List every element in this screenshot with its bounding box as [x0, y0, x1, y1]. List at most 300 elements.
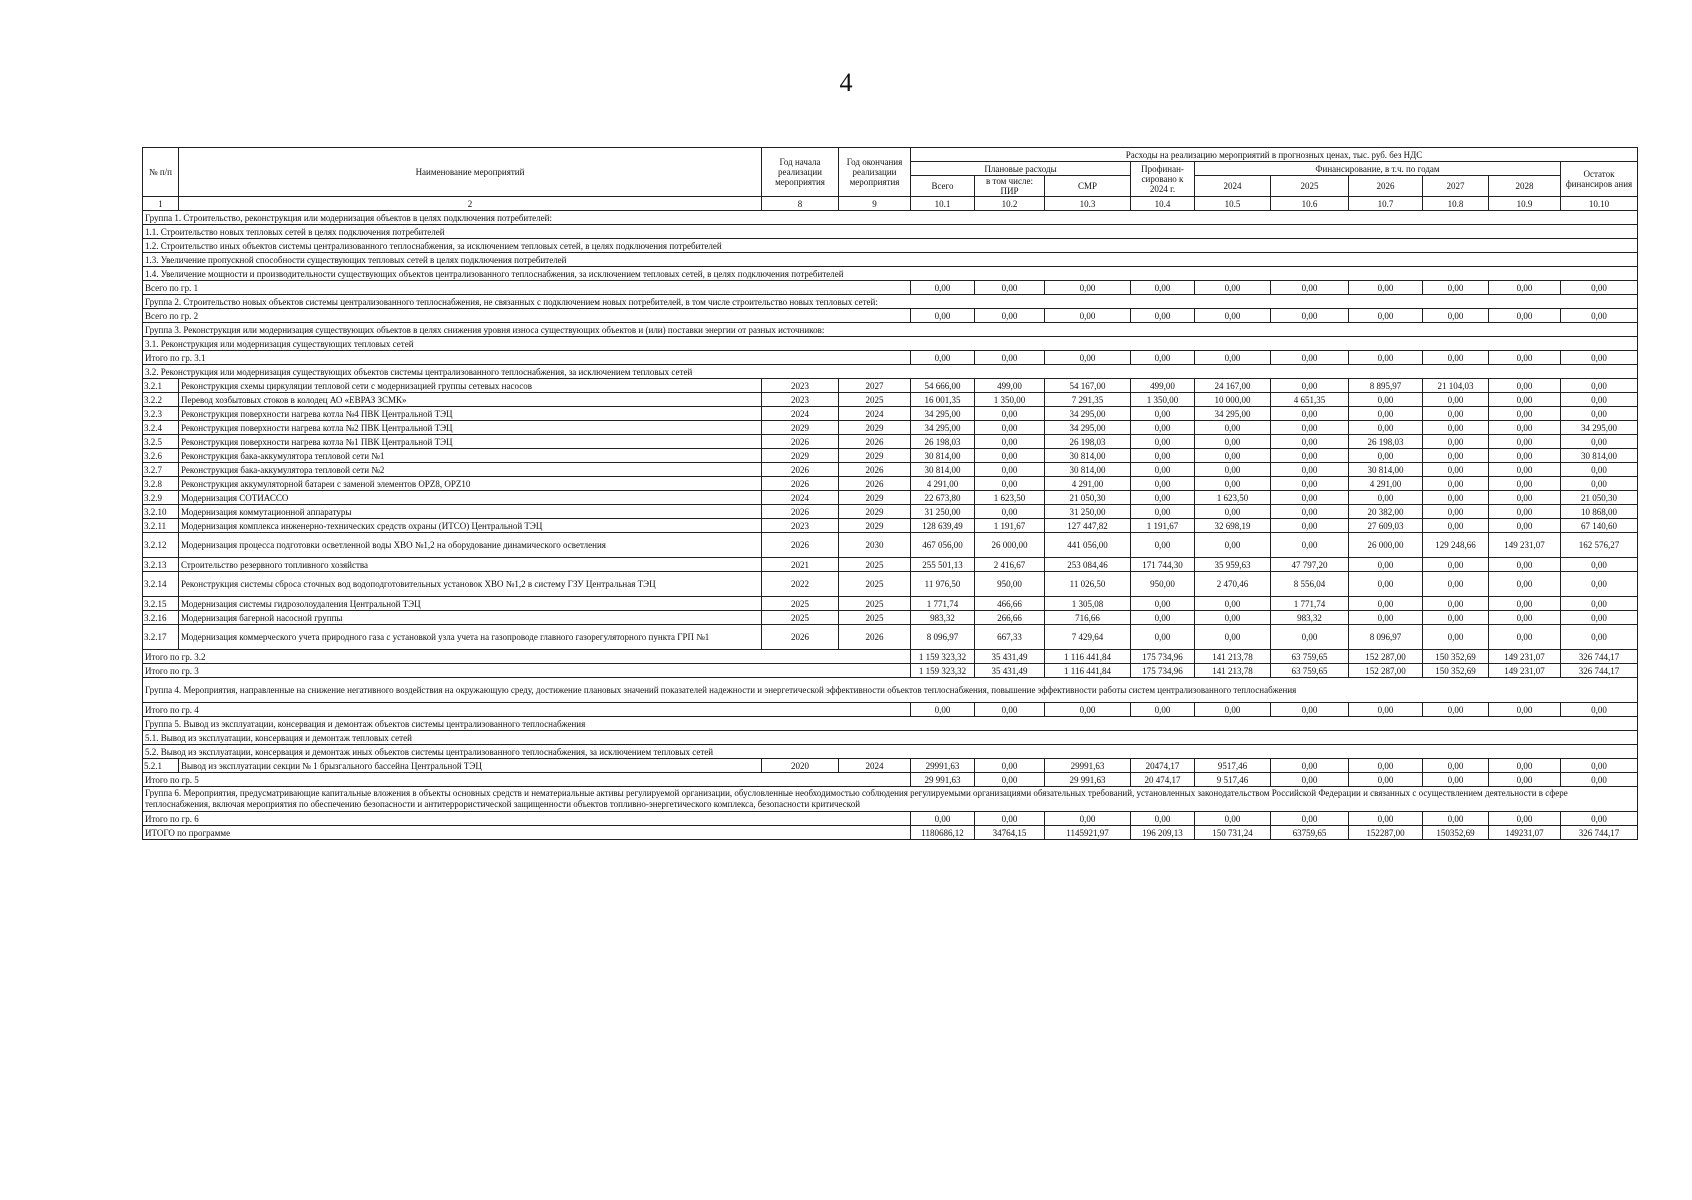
item-value: 34 295,00 [911, 407, 975, 421]
item-value: 441 056,00 [1045, 533, 1131, 558]
total-value: 150 352,69 [1423, 650, 1489, 664]
table-row [143, 435, 1638, 449]
section-title: Группа 4. Мероприятия, направленные на снижение негативного воздействия на окружающую среду, достижение плановых значений показателей надежности и энергетической эффективности объектов теплоснабжения, повышение эффективности работы систем централизованного теплоснабжения [143, 678, 1638, 703]
item-value: 128 639,49 [911, 519, 975, 533]
item-end-year: 2025 [839, 572, 911, 597]
item-value: 0,00 [1489, 379, 1561, 393]
total-value: 0,00 [1423, 281, 1489, 295]
section-title: 1.4. Увеличение мощности и производительности существующих объектов централизованного теплоснабжения, за исключением тепловых сетей, в целях подключения потребителей [143, 267, 1638, 281]
section-row [143, 211, 1638, 225]
total-value: 0,00 [1349, 773, 1423, 787]
item-value: 0,00 [1423, 625, 1489, 650]
item-end-year: 2029 [839, 491, 911, 505]
total-value: 326 744,17 [1561, 826, 1638, 840]
total-value: 326 744,17 [1561, 664, 1638, 678]
item-value: 31 250,00 [911, 505, 975, 519]
item-value: 1 350,00 [975, 393, 1045, 407]
item-value: 0,00 [1489, 572, 1561, 597]
item-value: 0,00 [1489, 625, 1561, 650]
item-value: 467 056,00 [911, 533, 975, 558]
item-value: 8 556,04 [1271, 572, 1349, 597]
item-value: 29991,63 [911, 759, 975, 773]
index-cell: 8 [762, 197, 839, 211]
item-value: 0,00 [1349, 393, 1423, 407]
total-value: 149231,07 [1489, 826, 1561, 840]
total-value: 0,00 [1195, 281, 1271, 295]
section-title: 1.2. Строительство иных объектов системы централизованного теплоснабжения, за исключением тепловых сетей, в целях подключения потребителей [143, 239, 1638, 253]
total-value: 0,00 [1271, 812, 1349, 826]
item-code: 3.2.1 [143, 379, 179, 393]
section-row [143, 295, 1638, 309]
total-value: 0,00 [975, 309, 1045, 323]
total-value: 0,00 [1423, 773, 1489, 787]
item-value: 0,00 [1561, 597, 1638, 611]
item-value: 54 167,00 [1045, 379, 1131, 393]
total-value: 0,00 [1561, 812, 1638, 826]
item-value: 0,00 [1349, 421, 1423, 435]
section-row [143, 678, 1638, 703]
item-value: 21 050,30 [1561, 491, 1638, 505]
item-start-year: 2025 [762, 597, 839, 611]
item-value: 0,00 [1423, 572, 1489, 597]
section-title: Группа 2. Строительство новых объектов системы централизованного теплоснабжения, не связанных с подключением новых потребителей, в том числе строительство новых тепловых сетей: [143, 295, 1638, 309]
item-value: 0,00 [1271, 519, 1349, 533]
section-title: Группа 5. Вывод из эксплуатации, консервация и демонтаж объектов системы централизованного теплоснабжения [143, 717, 1638, 731]
total-value: 35 431,49 [975, 650, 1045, 664]
item-value: 0,00 [1423, 421, 1489, 435]
section-title: 3.2. Реконструкция или модернизация существующих объектов системы централизованного теплоснабжения, за исключением тепловых сетей [143, 365, 1638, 379]
total-row [143, 650, 1638, 664]
total-value: 0,00 [911, 351, 975, 365]
item-value: 0,00 [1489, 463, 1561, 477]
table-row [143, 407, 1638, 421]
total-value: 0,00 [975, 812, 1045, 826]
item-value: 0,00 [1423, 597, 1489, 611]
item-value: 7 429,64 [1045, 625, 1131, 650]
total-value: 0,00 [1423, 812, 1489, 826]
item-name: Реконструкция поверхности нагрева котла №1 ПВК Центральной ТЭЦ [179, 435, 762, 449]
item-end-year: 2026 [839, 625, 911, 650]
total-value: 1145921,97 [1045, 826, 1131, 840]
item-end-year: 2025 [839, 558, 911, 572]
header-year-2026: 2026 [1349, 176, 1423, 197]
total-row [143, 351, 1638, 365]
item-value: 0,00 [1131, 611, 1195, 625]
table-row [143, 421, 1638, 435]
header-end-year: Год окончания реализации мероприятия [839, 148, 911, 197]
item-start-year: 2020 [762, 759, 839, 773]
item-value: 29991,63 [1045, 759, 1131, 773]
item-value: 0,00 [1561, 463, 1638, 477]
index-cell: 10.6 [1271, 197, 1349, 211]
section-title: 1.3. Увеличение пропускной способности существующих тепловых сетей в целях подключения потребителей [143, 253, 1638, 267]
item-name: Строительство резервного топливного хозяйства [179, 558, 762, 572]
section-row [143, 745, 1638, 759]
header-name: Наименование мероприятий [179, 148, 762, 197]
item-value: 499,00 [975, 379, 1045, 393]
item-value: 0,00 [1195, 449, 1271, 463]
item-value: 54 666,00 [911, 379, 975, 393]
item-value: 34 295,00 [1561, 421, 1638, 435]
header-prefinanced: Профинан-сировано к 2024 г. [1131, 162, 1195, 197]
total-label: Итого по гр. 4 [143, 703, 911, 717]
item-value: 2 416,67 [975, 558, 1045, 572]
investment-program-table [142, 147, 1638, 840]
item-value: 0,00 [975, 407, 1045, 421]
total-row [143, 703, 1638, 717]
header-pir [975, 176, 1045, 197]
table-row [143, 611, 1638, 625]
index-cell: 10.8 [1423, 197, 1489, 211]
item-value: 1 771,74 [1271, 597, 1349, 611]
item-code: 5.2.1 [143, 759, 179, 773]
total-label: ИТОГО по программе [143, 826, 911, 840]
item-value: 0,00 [1131, 533, 1195, 558]
item-code: 3.2.13 [143, 558, 179, 572]
item-value: 16 001,35 [911, 393, 975, 407]
item-value: 0,00 [1489, 505, 1561, 519]
table-header [143, 148, 1638, 197]
total-value: 0,00 [911, 281, 975, 295]
item-value: 10 868,00 [1561, 505, 1638, 519]
item-value: 24 167,00 [1195, 379, 1271, 393]
item-value: 0,00 [1561, 477, 1638, 491]
total-value: 150 352,69 [1423, 664, 1489, 678]
item-value: 0,00 [1489, 611, 1561, 625]
table-row [143, 519, 1638, 533]
total-value: 9 517,46 [1195, 773, 1271, 787]
item-value: 34 295,00 [1045, 421, 1131, 435]
item-start-year: 2025 [762, 611, 839, 625]
total-value: 63 759,65 [1271, 650, 1349, 664]
item-value: 0,00 [1195, 463, 1271, 477]
item-value: 4 291,00 [1045, 477, 1131, 491]
item-value: 0,00 [1489, 407, 1561, 421]
total-label: Всего по гр. 1 [143, 281, 911, 295]
index-cell: 10.9 [1489, 197, 1561, 211]
item-value: 667,33 [975, 625, 1045, 650]
item-code: 3.2.7 [143, 463, 179, 477]
header-total: Всего [911, 176, 975, 197]
item-value: 0,00 [975, 477, 1045, 491]
item-value: 0,00 [1195, 625, 1271, 650]
total-value: 0,00 [1561, 351, 1638, 365]
item-value: 950,00 [1131, 572, 1195, 597]
item-end-year: 2025 [839, 611, 911, 625]
section-row [143, 787, 1638, 812]
table-row [143, 597, 1638, 611]
item-value: 0,00 [1131, 491, 1195, 505]
total-value: 0,00 [1131, 703, 1195, 717]
item-value: 27 609,03 [1349, 519, 1423, 533]
item-value: 0,00 [1561, 407, 1638, 421]
item-value: 0,00 [1489, 421, 1561, 435]
item-end-year: 2029 [839, 519, 911, 533]
index-cell: 10.4 [1131, 197, 1195, 211]
item-value: 26 198,03 [1349, 435, 1423, 449]
total-value: 0,00 [1561, 703, 1638, 717]
item-value: 0,00 [1195, 477, 1271, 491]
header-num: № п/п [143, 148, 179, 197]
table-body [143, 197, 1638, 840]
item-value: 0,00 [1423, 393, 1489, 407]
total-value: 1180686,12 [911, 826, 975, 840]
item-value: 1 771,74 [911, 597, 975, 611]
item-value: 30 814,00 [1349, 463, 1423, 477]
item-value: 0,00 [1489, 393, 1561, 407]
section-row [143, 225, 1638, 239]
item-value: 0,00 [1423, 759, 1489, 773]
item-value: 0,00 [1131, 463, 1195, 477]
section-title: Группа 3. Реконструкция или модернизация существующих объектов в целях снижения уровня износа существующих объектов и (или) поставки энергии от разных источников: [143, 323, 1638, 337]
total-value: 0,00 [1561, 309, 1638, 323]
total-value: 0,00 [1271, 703, 1349, 717]
total-value: 152 287,00 [1349, 664, 1423, 678]
item-value: 983,32 [911, 611, 975, 625]
header-year-2027: 2027 [1423, 176, 1489, 197]
total-value: 0,00 [1349, 703, 1423, 717]
item-start-year: 2029 [762, 421, 839, 435]
total-value: 0,00 [1131, 281, 1195, 295]
total-value: 0,00 [1271, 351, 1349, 365]
item-code: 3.2.5 [143, 435, 179, 449]
item-value: 4 651,35 [1271, 393, 1349, 407]
total-value: 0,00 [975, 703, 1045, 717]
item-value: 8 096,97 [1349, 625, 1423, 650]
item-code: 3.2.17 [143, 625, 179, 650]
item-value: 129 248,66 [1423, 533, 1489, 558]
total-value: 0,00 [1271, 281, 1349, 295]
total-value: 0,00 [975, 773, 1045, 787]
item-value: 0,00 [975, 759, 1045, 773]
table-row [143, 533, 1638, 558]
item-value: 266,66 [975, 611, 1045, 625]
total-value: 150352,69 [1423, 826, 1489, 840]
item-name: Модернизация коммерческого учета природного газа с установкой узла учета на газопроводе главного газорегуляторного пункта ГРП №1 [179, 625, 762, 650]
item-value: 0,00 [1271, 625, 1349, 650]
header-incl: в том числе: [986, 176, 1033, 186]
item-value: 30 814,00 [1561, 449, 1638, 463]
item-value: 0,00 [1561, 625, 1638, 650]
item-value: 35 959,63 [1195, 558, 1271, 572]
total-label: Всего по гр. 2 [143, 309, 911, 323]
section-row [143, 267, 1638, 281]
item-end-year: 2026 [839, 435, 911, 449]
total-value: 1 159 323,32 [911, 664, 975, 678]
item-value: 0,00 [1423, 435, 1489, 449]
header-remainder: Остаток финансиров ания [1561, 162, 1638, 197]
total-value: 0,00 [975, 281, 1045, 295]
item-code: 3.2.9 [143, 491, 179, 505]
item-value: 21 050,30 [1045, 491, 1131, 505]
item-value: 9517,46 [1195, 759, 1271, 773]
item-end-year: 2029 [839, 421, 911, 435]
item-value: 0,00 [1349, 449, 1423, 463]
item-end-year: 2026 [839, 463, 911, 477]
section-row [143, 365, 1638, 379]
item-start-year: 2021 [762, 558, 839, 572]
total-value: 0,00 [911, 703, 975, 717]
total-value: 0,00 [975, 351, 1045, 365]
item-start-year: 2026 [762, 477, 839, 491]
item-code: 3.2.8 [143, 477, 179, 491]
index-row [143, 197, 1638, 211]
item-code: 3.2.14 [143, 572, 179, 597]
item-start-year: 2026 [762, 435, 839, 449]
item-value: 26 198,03 [911, 435, 975, 449]
total-value: 0,00 [1489, 703, 1561, 717]
item-code: 3.2.12 [143, 533, 179, 558]
total-value: 0,00 [1489, 351, 1561, 365]
item-end-year: 2027 [839, 379, 911, 393]
total-value: 0,00 [1045, 309, 1131, 323]
item-end-year: 2024 [839, 407, 911, 421]
item-value: 253 084,46 [1045, 558, 1131, 572]
item-value: 0,00 [1489, 558, 1561, 572]
item-value: 716,66 [1045, 611, 1131, 625]
item-value: 20 382,00 [1349, 505, 1423, 519]
table-row [143, 558, 1638, 572]
header-year-2025: 2025 [1271, 176, 1349, 197]
item-end-year: 2029 [839, 449, 911, 463]
item-value: 162 576,27 [1561, 533, 1638, 558]
table-row [143, 491, 1638, 505]
total-value: 0,00 [1045, 281, 1131, 295]
item-name: Модернизация системы гидрозолоудаления Центральной ТЭЦ [179, 597, 762, 611]
total-value: 0,00 [1349, 351, 1423, 365]
item-value: 0,00 [1271, 505, 1349, 519]
total-value: 0,00 [1561, 281, 1638, 295]
table-row [143, 477, 1638, 491]
section-title: 1.1. Строительство новых тепловых сетей в целях подключения потребителей [143, 225, 1638, 239]
item-value: 0,00 [975, 435, 1045, 449]
item-value: 26 198,03 [1045, 435, 1131, 449]
total-label: Итого по гр. 5 [143, 773, 911, 787]
item-value: 0,00 [1489, 759, 1561, 773]
total-value: 141 213,78 [1195, 664, 1271, 678]
total-label: Итого по гр. 3 [143, 664, 911, 678]
total-value: 1 159 323,32 [911, 650, 975, 664]
table-row [143, 505, 1638, 519]
item-end-year: 2029 [839, 505, 911, 519]
item-value: 1 623,50 [1195, 491, 1271, 505]
item-value: 8 096,97 [911, 625, 975, 650]
item-value: 1 191,67 [1131, 519, 1195, 533]
section-title: 5.1. Вывод из эксплуатации, консервация и демонтаж тепловых сетей [143, 731, 1638, 745]
item-value: 0,00 [1271, 449, 1349, 463]
item-value: 255 501,13 [911, 558, 975, 572]
item-value: 0,00 [1195, 421, 1271, 435]
item-value: 1 623,50 [975, 491, 1045, 505]
total-value: 0,00 [1131, 309, 1195, 323]
table-row [143, 449, 1638, 463]
item-value: 0,00 [1561, 759, 1638, 773]
total-value: 0,00 [1195, 812, 1271, 826]
item-value: 30 814,00 [911, 449, 975, 463]
total-value: 0,00 [911, 812, 975, 826]
item-value: 8 895,97 [1349, 379, 1423, 393]
table-row [143, 379, 1638, 393]
item-value: 0,00 [1349, 611, 1423, 625]
total-value: 0,00 [1195, 351, 1271, 365]
section-title: 3.1. Реконструкция или модернизация существующих тепловых сетей [143, 337, 1638, 351]
section-row [143, 337, 1638, 351]
item-start-year: 2029 [762, 449, 839, 463]
item-value: 31 250,00 [1045, 505, 1131, 519]
item-value: 0,00 [1131, 449, 1195, 463]
item-value: 0,00 [1561, 435, 1638, 449]
total-value: 0,00 [1271, 773, 1349, 787]
item-start-year: 2024 [762, 407, 839, 421]
total-value: 35 431,49 [975, 664, 1045, 678]
item-value: 0,00 [1349, 572, 1423, 597]
total-value: 196 209,13 [1131, 826, 1195, 840]
total-value: 0,00 [1045, 812, 1131, 826]
item-value: 1 350,00 [1131, 393, 1195, 407]
total-value: 0,00 [1131, 351, 1195, 365]
total-row [143, 812, 1638, 826]
item-value: 0,00 [1423, 477, 1489, 491]
item-name: Реконструкция аккумуляторной батареи с заменой элементов OPZ8, OPZ10 [179, 477, 762, 491]
header-smr: СМР [1045, 176, 1131, 197]
total-value: 175 734,96 [1131, 650, 1195, 664]
table-row [143, 759, 1638, 773]
total-value: 0,00 [911, 309, 975, 323]
item-value: 0,00 [1423, 463, 1489, 477]
item-value: 0,00 [1195, 435, 1271, 449]
item-value: 4 291,00 [911, 477, 975, 491]
item-value: 149 231,07 [1489, 533, 1561, 558]
item-start-year: 2024 [762, 491, 839, 505]
item-value: 30 814,00 [1045, 463, 1131, 477]
total-value: 0,00 [1489, 281, 1561, 295]
item-code: 3.2.10 [143, 505, 179, 519]
item-value: 0,00 [1561, 611, 1638, 625]
item-name: Модернизация коммутационной аппаратуры [179, 505, 762, 519]
section-title: Группа 1. Строительство, реконструкция или модернизация объектов в целях подключения потребителей: [143, 211, 1638, 225]
item-value: 0,00 [1423, 505, 1489, 519]
item-value: 0,00 [1423, 558, 1489, 572]
item-value: 0,00 [1195, 611, 1271, 625]
item-value: 32 698,19 [1195, 519, 1271, 533]
item-value: 34 295,00 [1195, 407, 1271, 421]
item-name: Модернизация СОТИАССО [179, 491, 762, 505]
item-start-year: 2023 [762, 393, 839, 407]
item-value: 0,00 [1489, 477, 1561, 491]
total-value: 150 731,24 [1195, 826, 1271, 840]
index-cell: 10.2 [975, 197, 1045, 211]
item-value: 0,00 [1349, 491, 1423, 505]
item-value: 0,00 [1423, 491, 1489, 505]
item-name: Перевод хозбытовых стоков в колодец АО «ЕВРАЗ ЗСМК» [179, 393, 762, 407]
item-code: 3.2.15 [143, 597, 179, 611]
item-value: 0,00 [1489, 597, 1561, 611]
item-value: 0,00 [1131, 597, 1195, 611]
index-cell: 10.3 [1045, 197, 1131, 211]
total-value: 175 734,96 [1131, 664, 1195, 678]
total-value: 0,00 [1349, 281, 1423, 295]
item-name: Реконструкция системы сброса сточных вод водоподготовительных установок ХВО №1,2 в систему ГЗУ Центральная ТЭЦ [179, 572, 762, 597]
item-start-year: 2026 [762, 505, 839, 519]
item-end-year: 2026 [839, 477, 911, 491]
total-value: 149 231,07 [1489, 650, 1561, 664]
table-row [143, 625, 1638, 650]
total-value: 1 116 441,84 [1045, 650, 1131, 664]
total-value: 152 287,00 [1349, 650, 1423, 664]
index-cell: 9 [839, 197, 911, 211]
item-value: 22 673,80 [911, 491, 975, 505]
item-code: 3.2.6 [143, 449, 179, 463]
